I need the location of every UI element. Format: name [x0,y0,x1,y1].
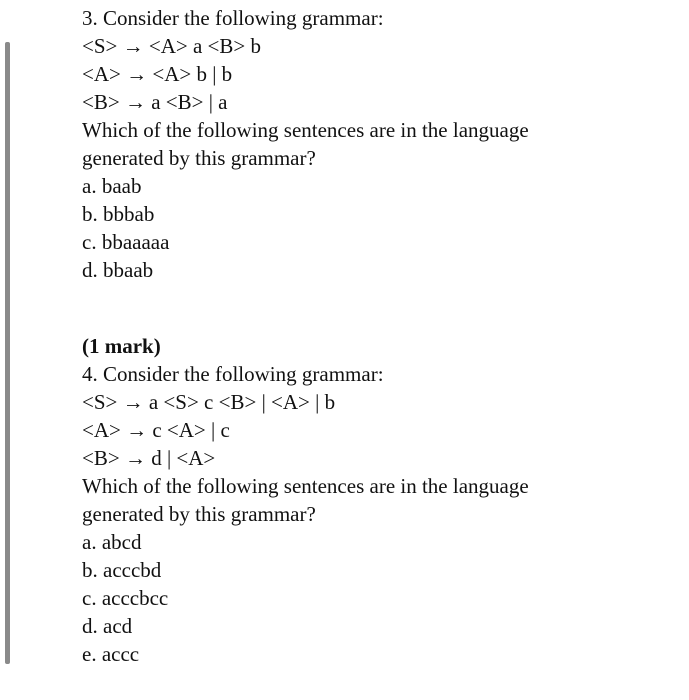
question-prompt: generated by this grammar? [82,502,316,526]
answer-option: e. accc [82,642,140,666]
document-content [82,4,682,668]
answer-option: d. acd [82,614,133,638]
question-prompt: generated by this grammar? [82,146,316,170]
answer-option: a. abcd [82,530,142,554]
question-prompt: Which of the following sentences are in the language [82,474,529,498]
mark-label: (1 mark) [82,334,161,358]
grammar-rule: <B> → d | <A> [82,446,216,470]
answer-option: b. acccbd [82,558,162,582]
grammar-rule: <S> → a <S> c <B> | <A> | b [82,390,336,414]
grammar-rule: <B> → a <B> | a [82,90,228,114]
grammar-rule: <A> → c <A> | c [82,418,230,442]
question-4-title: 4. Consider the following grammar: [82,362,384,386]
answer-option: c. acccbcc [82,586,169,610]
left-margin-bar [5,42,10,664]
question-4 [82,332,682,668]
question-prompt: Which of the following sentences are in the language [82,118,529,142]
answer-option: b. bbbab [82,202,155,226]
question-3-title: 3. Consider the following grammar: [82,6,384,30]
question-3 [82,4,682,284]
answer-option: d. bbaab [82,258,154,282]
grammar-rule: <A> → <A> b | b [82,62,233,86]
answer-option: c. bbaaaaa [82,230,170,254]
answer-option: a. baab [82,174,142,198]
section-spacer [82,284,682,332]
grammar-rule: <S> → <A> a <B> b [82,34,261,58]
